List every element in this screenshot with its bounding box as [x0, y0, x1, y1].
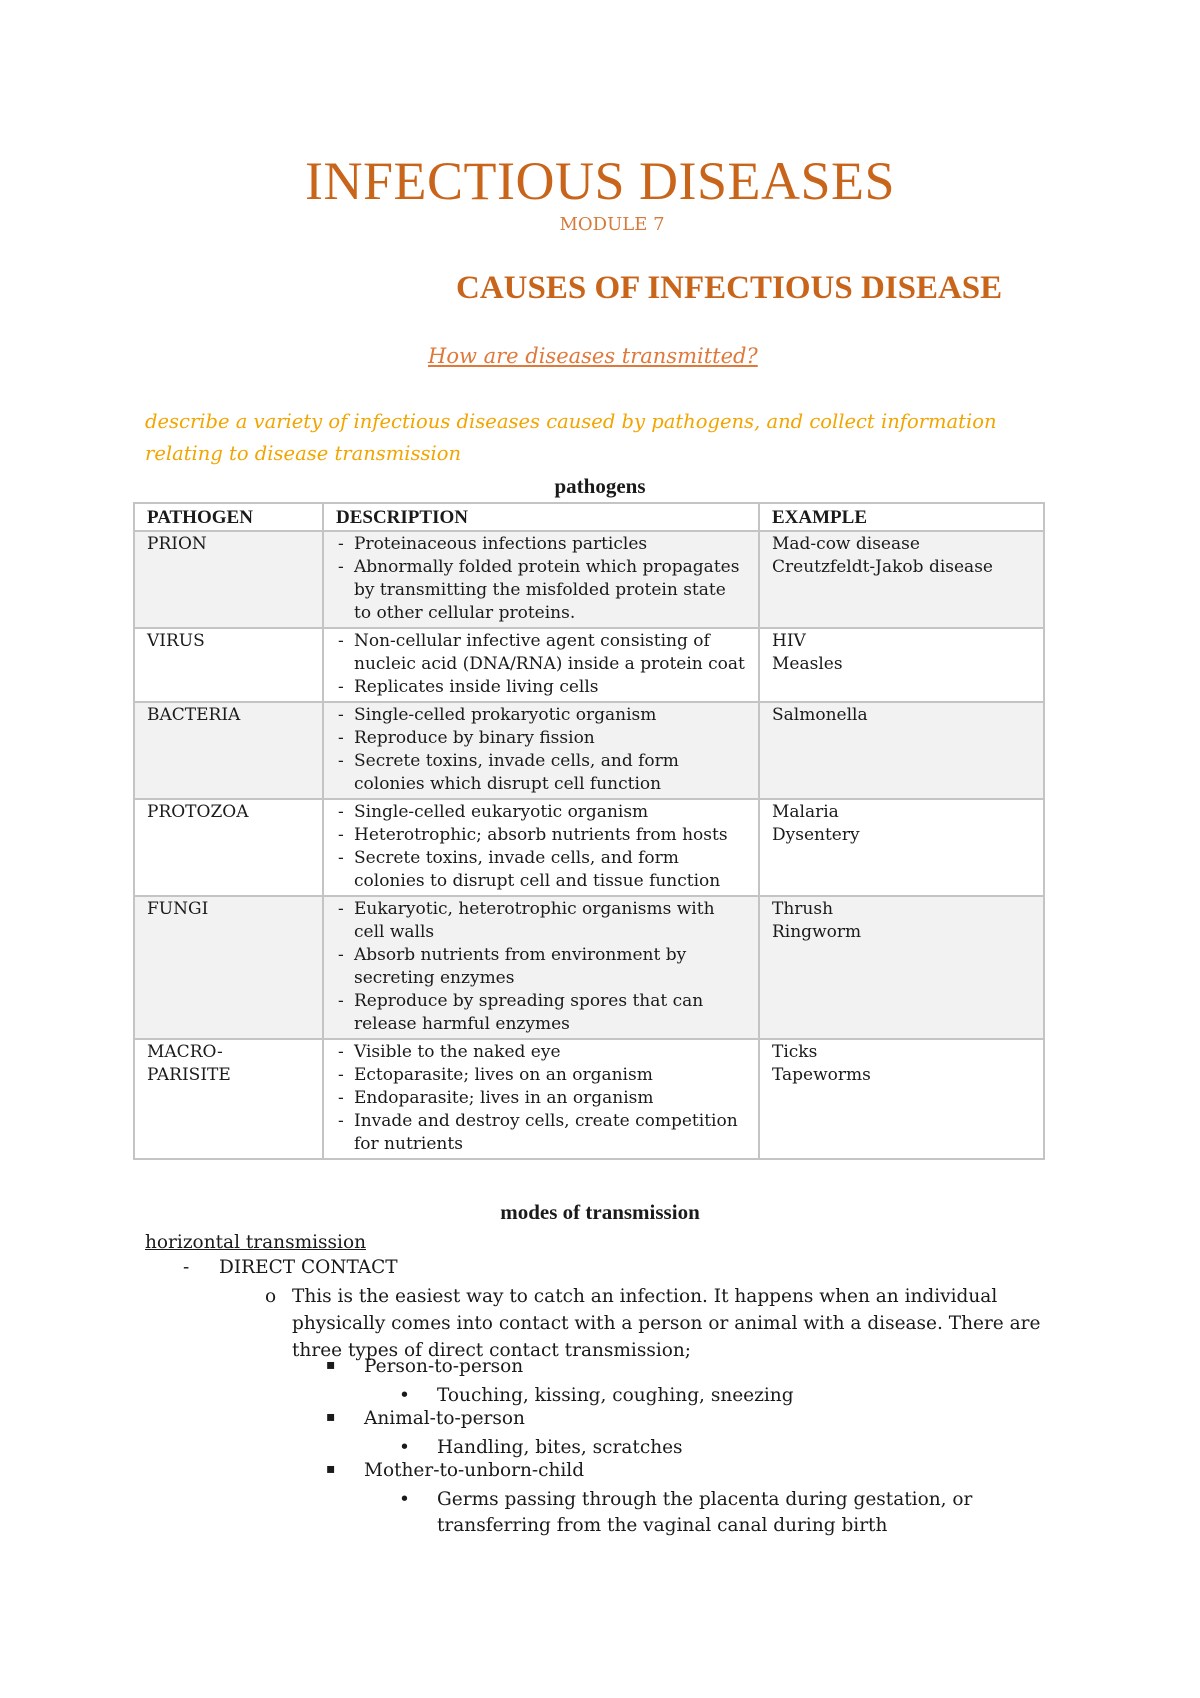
square-bullet-icon: ▪ — [326, 1409, 336, 1425]
description-item: - Eukaryotic, heterotrophic organisms with cell walls — [336, 898, 746, 944]
transmission-type-label: Person-to-person — [364, 1356, 524, 1377]
transmission-type-item — [326, 1408, 525, 1429]
description-cell — [323, 1039, 759, 1159]
example-item: Malaria — [772, 802, 839, 822]
example-cell — [759, 896, 1044, 1039]
modes-heading: modes of transmission — [500, 1200, 700, 1224]
description-cell — [323, 628, 759, 702]
pathogens-table — [133, 502, 1045, 1160]
example-item: Dysentery — [772, 825, 860, 845]
pathogen-cell: PRION — [134, 531, 323, 628]
description-item: - Reproduce by spreading spores that can release harmful enzymes — [336, 990, 746, 1036]
transmission-type-item — [326, 1356, 523, 1377]
example-item: Creutzfeldt-Jakob disease — [772, 557, 993, 577]
transmission-detail-text: Handling, bites, scratches — [437, 1437, 683, 1458]
dot-bullet-icon: • — [399, 1437, 410, 1458]
pathogen-cell: MACRO-PARISITE — [134, 1039, 323, 1159]
description-cell — [323, 896, 759, 1039]
example-cell — [759, 628, 1044, 702]
transmission-type-label: Animal-to-person — [364, 1408, 525, 1429]
description-cell — [323, 531, 759, 628]
description-item: - Endoparasite; lives in an organism — [336, 1087, 746, 1110]
description-item: - Visible to the naked eye — [336, 1041, 746, 1064]
table-row — [134, 1039, 1044, 1159]
direct-contact-item — [183, 1257, 398, 1278]
pathogen-cell: PROTOZOA — [134, 799, 323, 896]
transmission-type-item — [326, 1460, 584, 1481]
example-item: HIV — [772, 631, 806, 651]
description-item: - Secrete toxins, invade cells, and form colonies which disrupt cell function — [336, 750, 746, 796]
description-item: - Replicates inside living cells — [336, 676, 746, 699]
dot-bullet-icon: • — [399, 1489, 410, 1510]
dot-bullet-icon: • — [399, 1385, 410, 1406]
transmission-detail-text: Touching, kissing, coughing, sneezing — [437, 1385, 794, 1406]
example-item: Salmonella — [772, 705, 868, 725]
square-bullet-icon: ▪ — [326, 1461, 336, 1477]
description-item: - Single-celled eukaryotic organism — [336, 801, 746, 824]
example-cell — [759, 799, 1044, 896]
pathogen-cell: FUNGI — [134, 896, 323, 1039]
header-example: EXAMPLE — [759, 503, 1044, 531]
learning-objective: describe a variety of infectious diseases caused by pathogens, and collect information relating to disease transmission — [145, 410, 997, 465]
table-row — [134, 799, 1044, 896]
direct-contact-label: DIRECT CONTACT — [219, 1257, 398, 1278]
header-pathogen: PATHOGEN — [134, 503, 323, 531]
transmission-detail-item — [399, 1487, 1059, 1539]
description-item: - Abnormally folded protein which propagates by transmitting the misfolded protein state to other cellular proteins. — [336, 556, 746, 625]
horizontal-transmission-heading: horizontal transmission — [145, 1232, 367, 1253]
circle-bullet: o — [265, 1286, 277, 1307]
description-item: - Reproduce by binary fission — [336, 727, 746, 750]
example-cell — [759, 531, 1044, 628]
transmission-detail-item — [399, 1435, 1059, 1461]
table-header-row — [134, 503, 1044, 531]
example-item: Ticks — [772, 1042, 818, 1062]
description-item: - Invade and destroy cells, create competition for nutrients — [336, 1110, 746, 1156]
example-item: Thrush — [772, 899, 834, 919]
description-cell — [323, 702, 759, 799]
guiding-question: How are diseases transmitted? — [428, 344, 758, 368]
transmission-detail-item — [399, 1383, 1059, 1409]
description-item: - Absorb nutrients from environment by secreting enzymes — [336, 944, 746, 990]
pathogen-cell: VIRUS — [134, 628, 323, 702]
dash-bullet: - — [183, 1257, 190, 1278]
example-cell — [759, 1039, 1044, 1159]
example-item: Tapeworms — [772, 1065, 871, 1085]
pathogen-cell: BACTERIA — [134, 702, 323, 799]
table-caption: pathogens — [554, 474, 646, 498]
example-cell — [759, 702, 1044, 799]
description-item: - Ectoparasite; lives on an organism — [336, 1064, 746, 1087]
header-description: DESCRIPTION — [323, 503, 759, 531]
table-row — [134, 628, 1044, 702]
section-heading: CAUSES OF INFECTIOUS DISEASE — [456, 270, 1003, 306]
direct-contact-explanation — [265, 1283, 1065, 1364]
table-row — [134, 702, 1044, 799]
description-item: - Secrete toxins, invade cells, and form colonies to disrupt cell and tissue function — [336, 847, 746, 893]
explanation-text: This is the easiest way to catch an infection. It happens when an individual physically comes into contact with a person or animal with a disease. There are three types of direct contact transmission; — [292, 1286, 1041, 1361]
table-row — [134, 531, 1044, 628]
transmission-detail-text: Germs passing through the placenta during gestation, or transferring from the vaginal canal during birth — [437, 1489, 973, 1536]
description-item: - Heterotrophic; absorb nutrients from hosts — [336, 824, 746, 847]
table-row — [134, 896, 1044, 1039]
example-item: Mad-cow disease — [772, 534, 920, 554]
description-item: - Proteinaceous infections particles — [336, 533, 746, 556]
description-item: - Single-celled prokaryotic organism — [336, 704, 746, 727]
example-item: Measles — [772, 654, 843, 674]
document-title: INFECTIOUS DISEASES — [304, 151, 896, 211]
description-item: - Non-cellular infective agent consisting of nucleic acid (DNA/RNA) inside a protein coat — [336, 630, 746, 676]
square-bullet-icon: ▪ — [326, 1357, 336, 1373]
description-cell — [323, 799, 759, 896]
module-label: MODULE 7 — [559, 214, 665, 235]
transmission-type-label: Mother-to-unborn-child — [364, 1460, 585, 1481]
example-item: Ringworm — [772, 922, 862, 942]
